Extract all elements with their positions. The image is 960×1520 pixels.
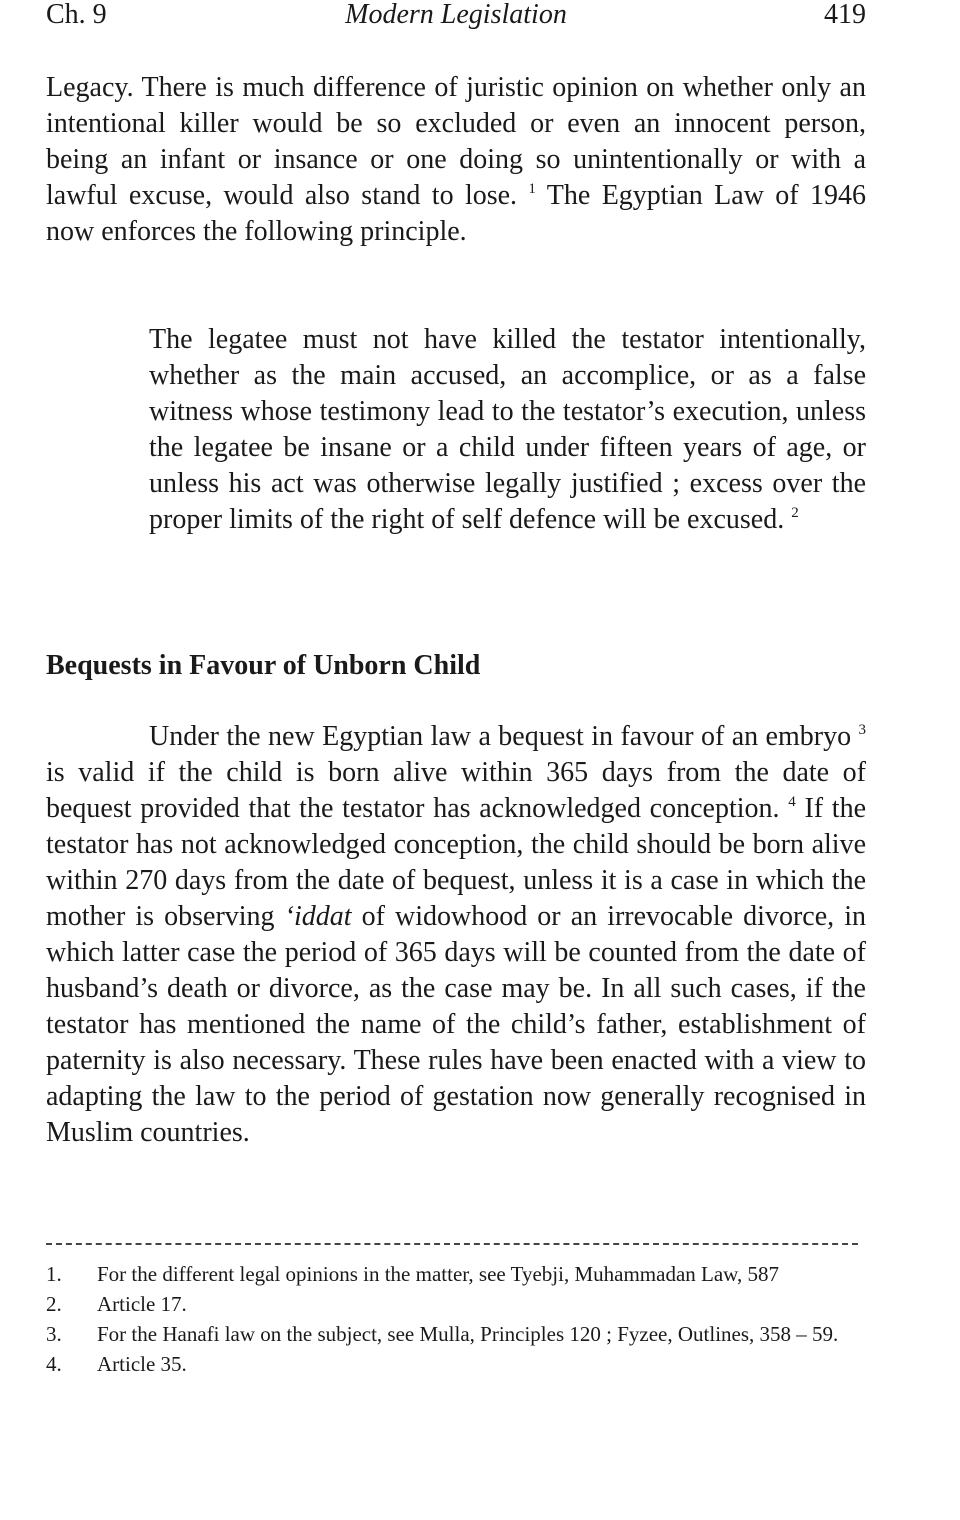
footnote-ref-3: 3 <box>858 722 866 738</box>
section-heading: Bequests in Favour of Unborn Child <box>46 650 481 681</box>
footnote-item <box>46 1289 866 1319</box>
footnote-text: For the different legal opinions in the matter, see Tyebji, Muhammadan Law, 587 <box>97 1262 779 1286</box>
footnote-number: 2. <box>46 1292 62 1316</box>
footnote-text: For the Hanafi law on the subject, see Mulla, Principles 120 ; Fyzee, Outlines, 358 – 59. <box>97 1322 839 1346</box>
running-title: Modern Legislation <box>345 0 567 30</box>
footnote-text: Article 35. <box>97 1352 187 1376</box>
paragraph-text: of widowhood or an irrevocable divorce, in which latter case the period of 365 days will be counted from the date of husband’s death or divorce, as the case may be. In all such cases, if the testator has mentioned the name of the child’s father, establishment of paternity is also necessary. These rules have been enacted with a view to adapting the law to the period of gestation now generally recognised in Muslim countries. <box>46 901 866 1148</box>
page-number: 419 <box>824 0 866 30</box>
footnote-item <box>46 1259 866 1289</box>
footnote-number: 4. <box>46 1352 62 1376</box>
paragraph-text: Legacy. There is much difference of juristic opinion on whether only an intentional killer would be so excluded or even an innocent person, being an infant or insance or one doing so unintentionally or with a lawful excuse, would also stand to lose. <box>46 72 866 211</box>
block-quote <box>149 322 866 538</box>
footnote-item <box>46 1349 866 1379</box>
footnote-number: 3. <box>46 1322 62 1346</box>
paragraph-text: is valid if the child is born alive within 365 days from the date of bequest provided that the testator has acknowledged conception. <box>46 757 866 824</box>
footnote-item <box>46 1319 866 1349</box>
footnote-ref-4: 4 <box>788 794 796 810</box>
footnote-number: 1. <box>46 1262 62 1286</box>
paragraph-text: The Egyptian Law of 1946 now enforces the following principle. <box>46 180 866 247</box>
italic-term: ‘iddat <box>284 901 352 932</box>
paragraph-text: If the testator has not acknowledged conception, the child should be born alive within 270 days from the date of bequest, unless it is a case in which the mother is observing <box>46 793 867 932</box>
paragraph-legacy <box>46 70 866 250</box>
chapter-label: Ch. 9 <box>46 0 107 30</box>
paragraph-text: Under the new Egyptian law a bequest in favour of an embryo <box>149 721 852 752</box>
footnote-ref-1: 1 <box>528 181 536 197</box>
paragraph-unborn-child <box>46 719 866 1151</box>
quote-text: The legatee must not have killed the testator intentionally, whether as the main accused, an accomplice, or as a false witness whose testimony lead to the testator’s execution, unless the legatee be insane or a child under fifteen years of age, or unless his act was otherwise legally justified ; excess over the proper limits of the right of self defence will be excused. <box>149 324 866 535</box>
footnotes-list <box>46 1259 866 1379</box>
running-header <box>46 0 866 32</box>
footnote-separator <box>46 1243 858 1245</box>
footnote-text: Article 17. <box>97 1292 187 1316</box>
footnote-ref-2: 2 <box>791 505 799 521</box>
